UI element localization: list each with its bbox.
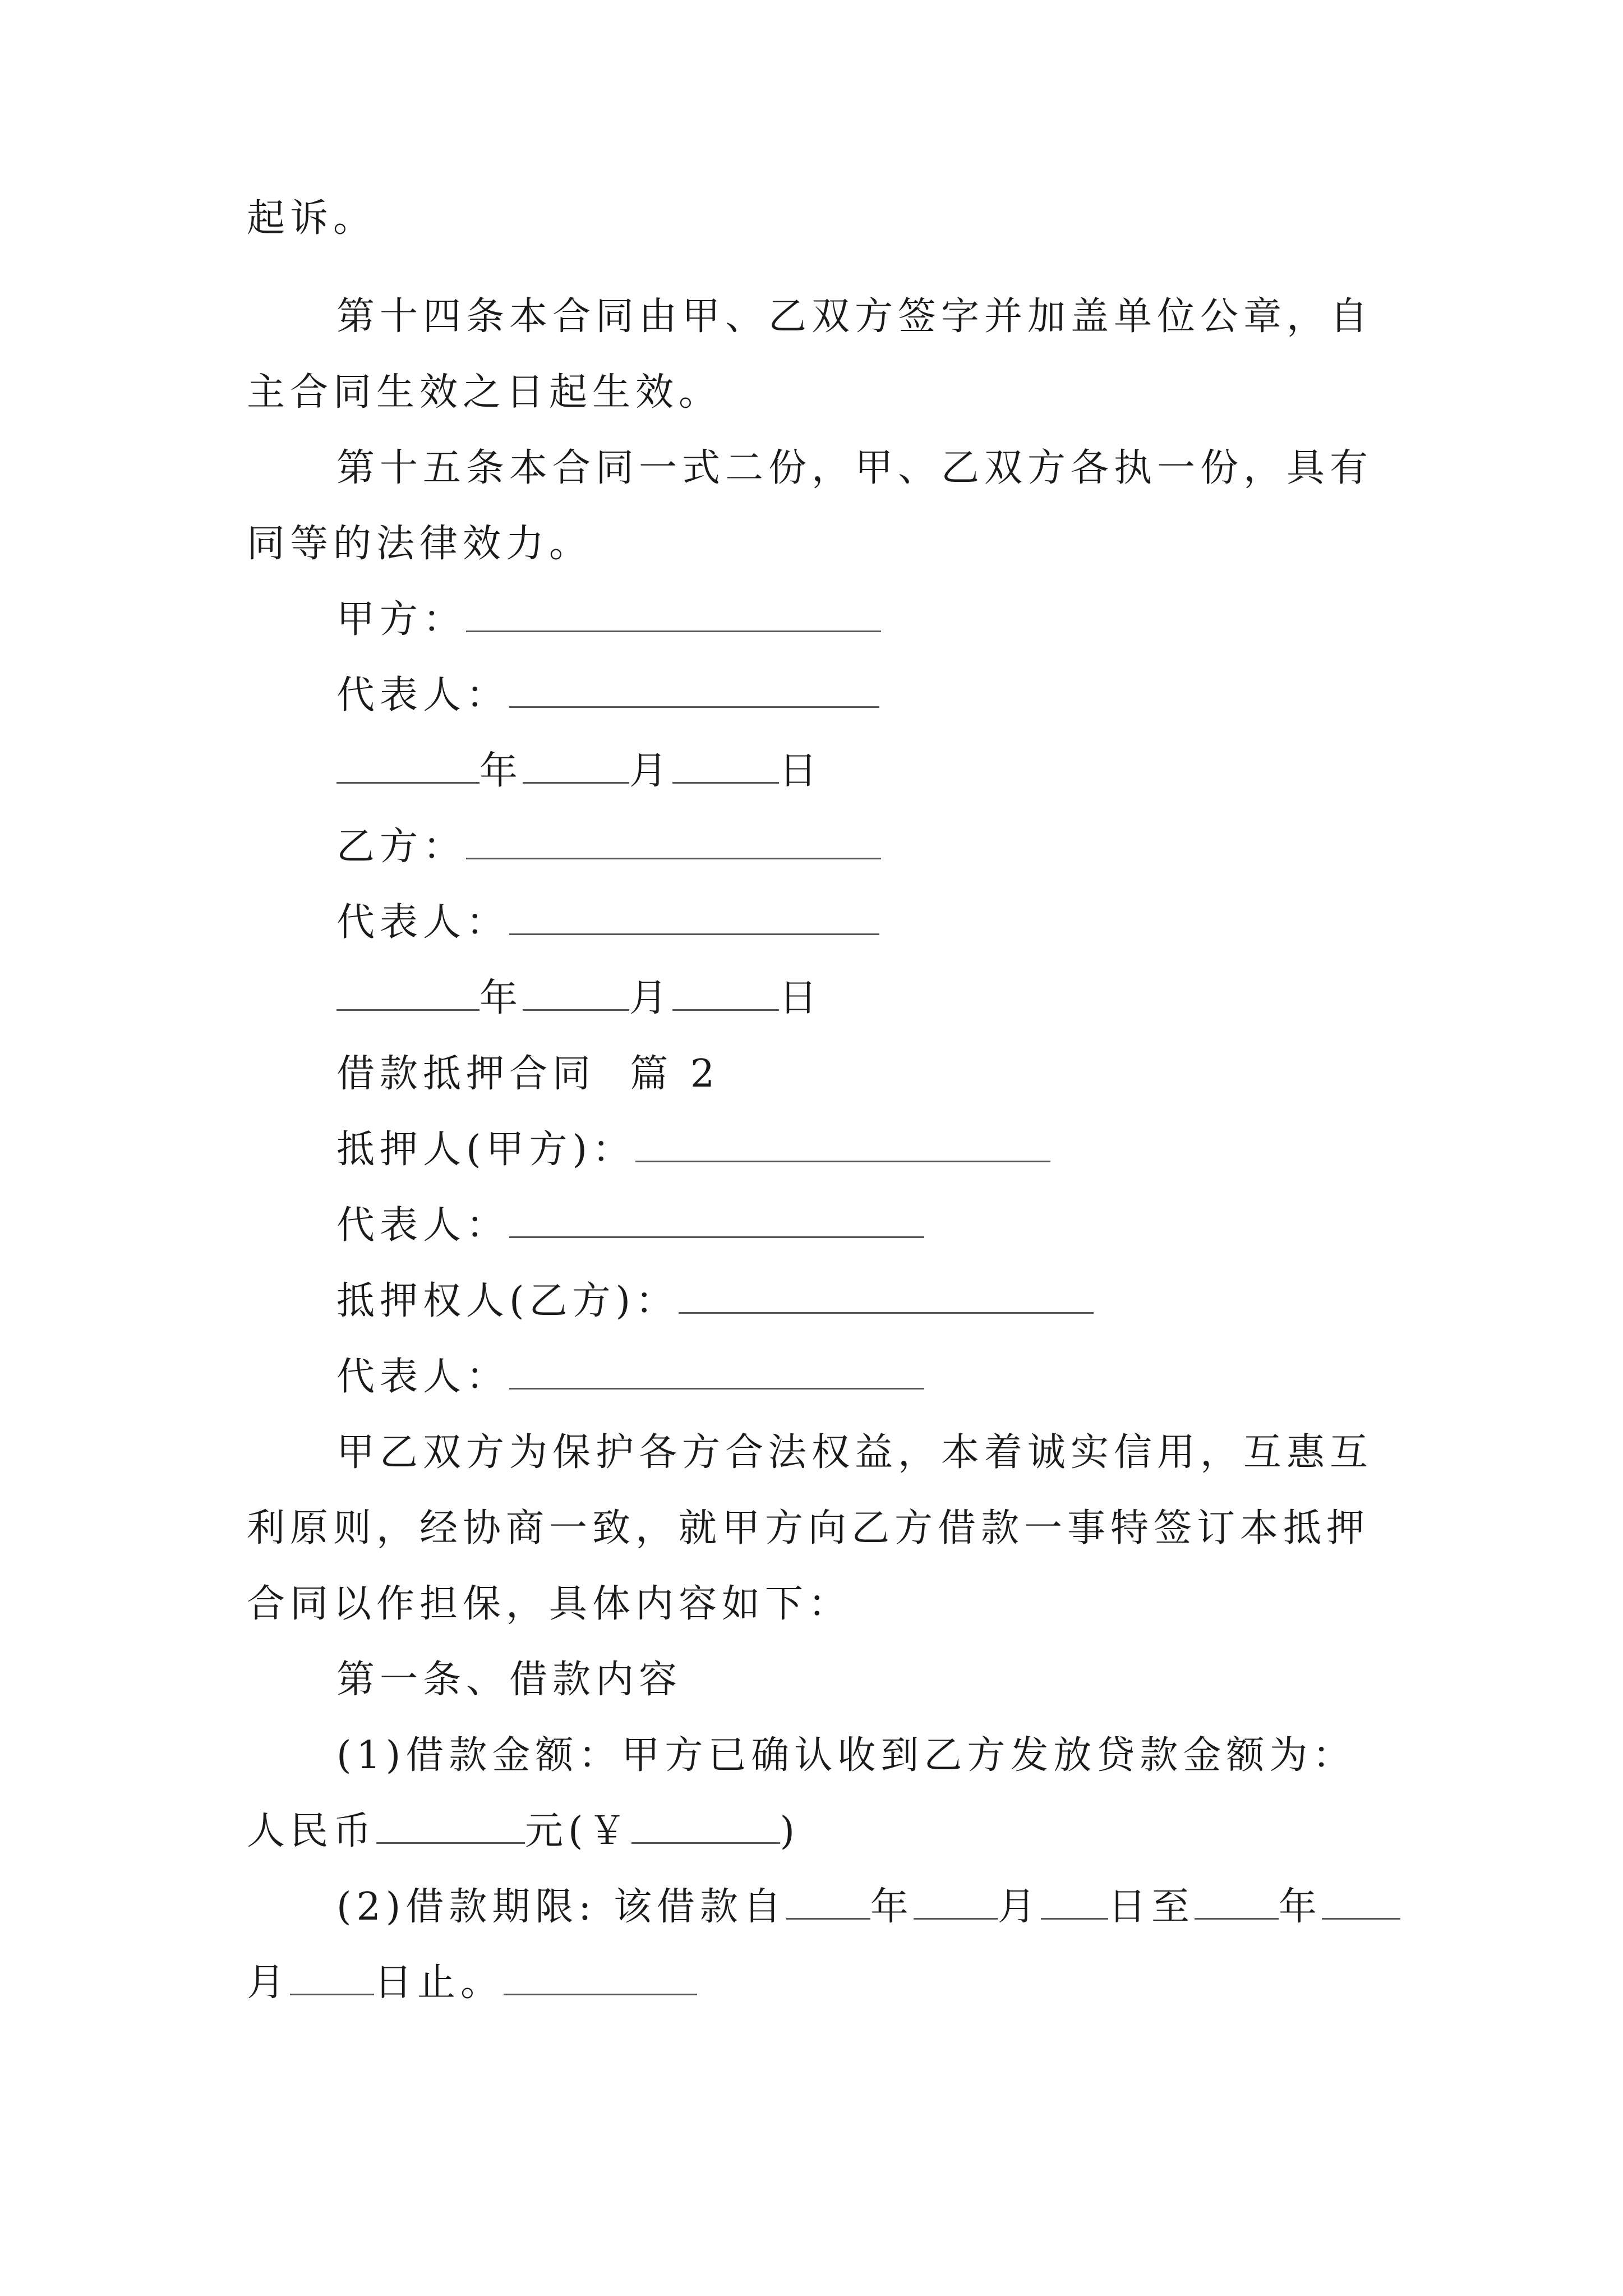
- rmb-label: 人民币: [247, 1809, 377, 1853]
- intro-line: 合同以作担保，具体内容如下：: [247, 1582, 852, 1626]
- start-year-blank: [786, 1884, 870, 1920]
- day-blank: [672, 748, 779, 784]
- day-to-label: 日至: [1108, 1885, 1195, 1929]
- month-label: 月: [629, 976, 673, 1020]
- month-blank: [523, 976, 629, 1011]
- item-1-line: (1)借款金额：甲方已确认收到乙方发放贷款金额为：: [336, 1733, 1356, 1778]
- representative-blank: [509, 1354, 924, 1389]
- item-2-continued-line: [247, 1958, 697, 2008]
- month-label: 月: [629, 749, 673, 793]
- amount-blank: [376, 1809, 525, 1844]
- text-line: 同等的法律效力。: [247, 522, 593, 566]
- party-a-label: 甲方：: [336, 597, 467, 642]
- end-day-blank: [290, 1960, 374, 1995]
- day-label: 日: [779, 976, 823, 1020]
- representative-label: 代表人：: [336, 673, 510, 717]
- trailing-blank: [504, 1960, 697, 1995]
- year-label: 年: [479, 749, 523, 793]
- representative-label: 代表人：: [336, 1203, 510, 1248]
- representative-label: 代表人：: [336, 900, 510, 945]
- mortgagee-line: [336, 1276, 1094, 1327]
- mortgagor-line: [336, 1125, 1050, 1175]
- end-year-blank: [1195, 1884, 1279, 1920]
- representative-blank: [509, 900, 879, 935]
- amount-figure-blank: [631, 1809, 780, 1844]
- party-a-blank: [466, 597, 881, 632]
- text-line: 第十五条本合同一式二份，甲、乙双方各执一份，具有: [336, 446, 1373, 490]
- text-line: 第十四条本合同由甲、乙双方签字并加盖单位公章，自: [336, 295, 1373, 339]
- year-label: 年: [479, 976, 523, 1020]
- representative-blank: [509, 673, 879, 708]
- signature-line-party-b: [336, 822, 881, 872]
- signature-line-representative: [336, 670, 879, 721]
- text-line: 起诉。: [247, 196, 377, 241]
- signature-line-party-a: [336, 595, 881, 645]
- mortgagor-label: 抵押人(甲方)：: [336, 1128, 636, 1172]
- yuan-label: 元(￥: [525, 1809, 631, 1853]
- text-line: 主合同生效之日起生效。: [247, 370, 722, 415]
- intro-line: 甲乙双方为保护各方合法权益，本着诚实信用，互惠互: [336, 1430, 1373, 1475]
- representative-line: [336, 1352, 924, 1402]
- item-2-line: [336, 1882, 1400, 1932]
- day-blank: [672, 976, 779, 1011]
- year-blank: [336, 748, 479, 784]
- end-month-blank-start: [1322, 1884, 1400, 1920]
- representative-blank: [509, 1203, 924, 1238]
- mortgagee-blank: [679, 1278, 1094, 1314]
- start-month-blank: [914, 1884, 998, 1920]
- month-label: 月: [997, 1885, 1041, 1929]
- close-paren: ): [780, 1809, 800, 1853]
- party-b-label: 乙方：: [336, 825, 467, 869]
- year-label: 年: [1278, 1885, 1322, 1929]
- year-blank: [336, 976, 479, 1011]
- representative-label: 代表人：: [336, 1355, 510, 1399]
- loan-term-label: (2)借款期限: 该借款自: [336, 1885, 786, 1929]
- month-label: 月: [247, 1961, 291, 2005]
- year-label: 年: [870, 1885, 914, 1929]
- start-day-blank: [1041, 1884, 1108, 1920]
- end-label: 日止。: [374, 1961, 504, 2005]
- date-line: [336, 973, 822, 1024]
- intro-line: 利原则，经协商一致，就甲方向乙方借款一事特签订本抵押: [247, 1506, 1370, 1550]
- day-label: 日: [779, 749, 823, 793]
- item-1-amount-line: [247, 1806, 800, 1857]
- date-line: [336, 746, 822, 797]
- section-heading: 借款抵押合同 篇 2: [336, 1052, 720, 1096]
- party-b-blank: [466, 824, 881, 859]
- mortgagor-blank: [635, 1127, 1050, 1162]
- mortgagee-label: 抵押权人(乙方)：: [336, 1279, 679, 1323]
- representative-line: [336, 1200, 924, 1251]
- article-heading: 第一条、借款内容: [336, 1658, 683, 1702]
- month-blank: [523, 748, 629, 784]
- signature-line-representative: [336, 898, 879, 948]
